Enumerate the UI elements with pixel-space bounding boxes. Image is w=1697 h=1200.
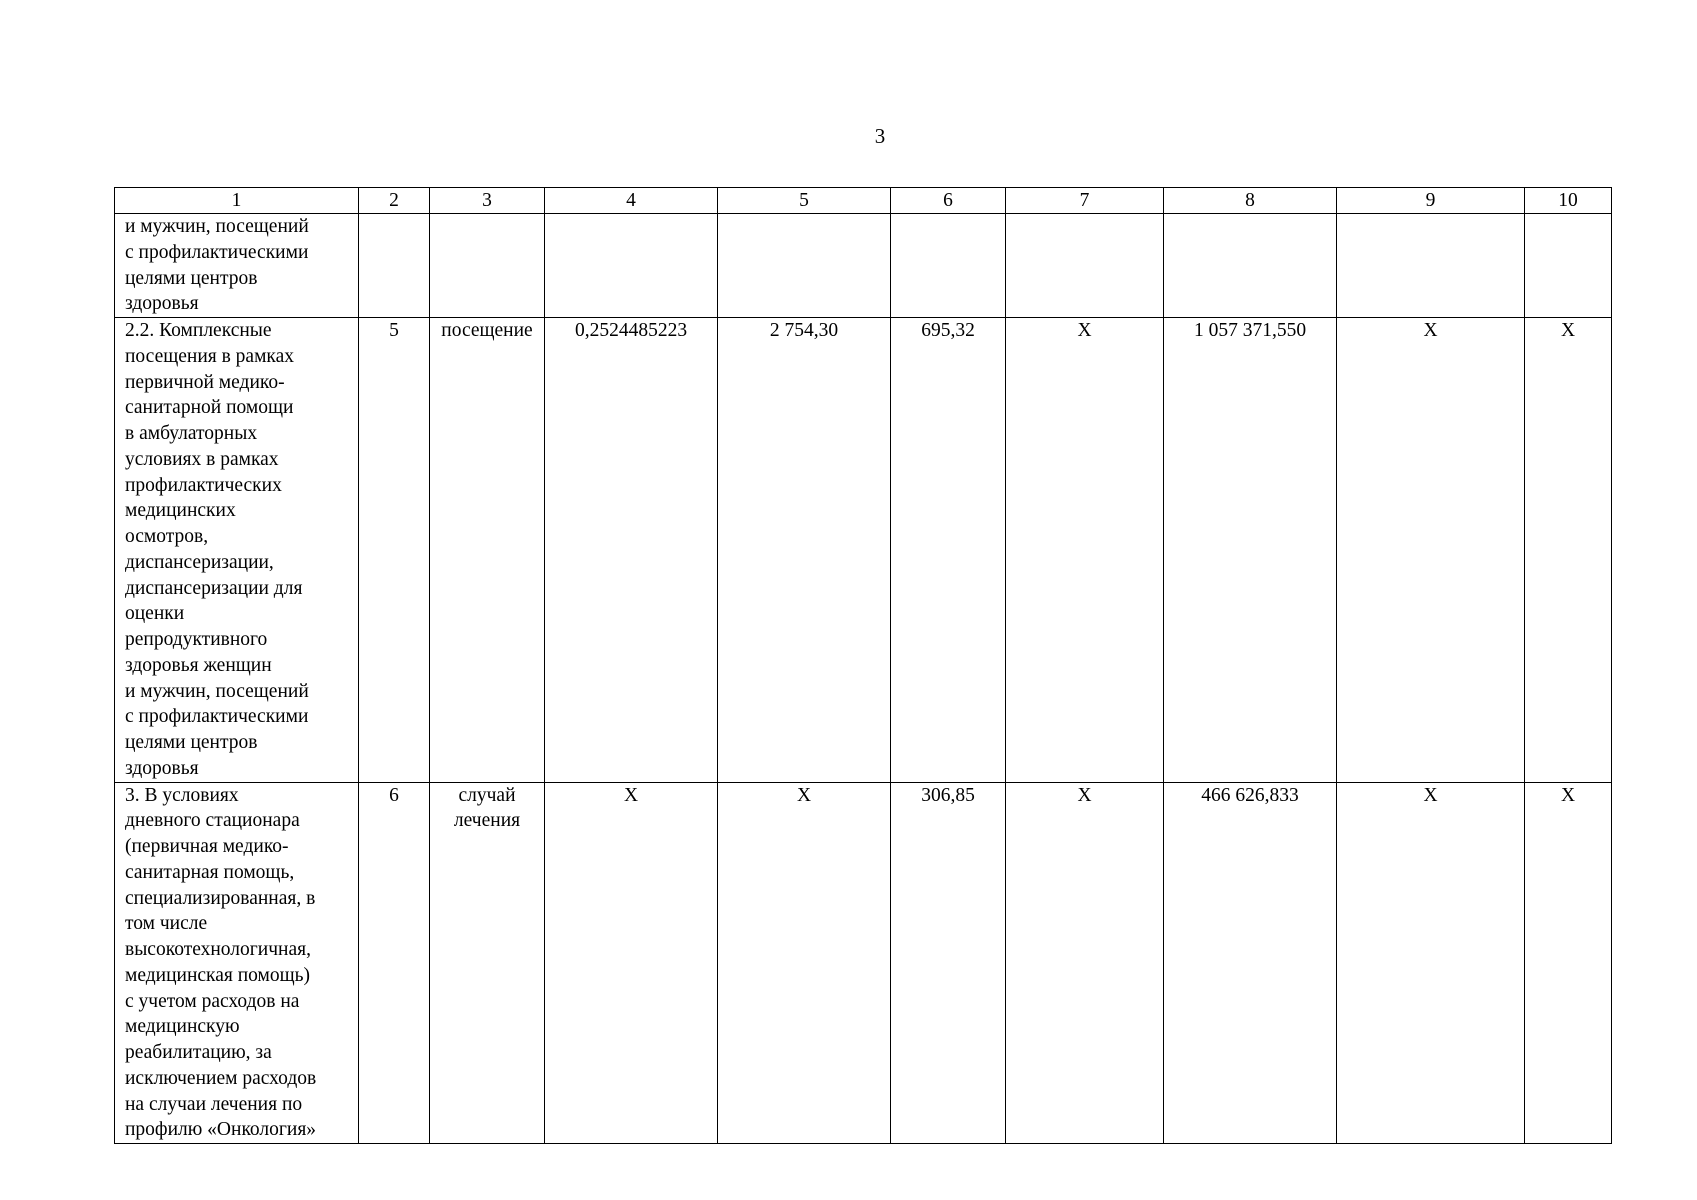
column-header-10: 10 — [1525, 188, 1612, 214]
row-line-number: 5 — [359, 318, 430, 783]
row-cell-5: 2 754,30 — [718, 318, 891, 783]
row-cell-4: Х — [545, 782, 718, 1144]
page-number: 3 — [874, 124, 886, 148]
column-header-9: 9 — [1337, 188, 1525, 214]
row-unit: случай лечения — [430, 782, 545, 1144]
row-cell-4: 0,2524485223 — [545, 318, 718, 783]
column-header-1: 1 — [115, 188, 359, 214]
row-unit: посещение — [430, 318, 545, 783]
row-cell-5: Х — [718, 782, 891, 1144]
row-cell-7 — [1006, 214, 1164, 318]
row-line-number — [359, 214, 430, 318]
row-cell-8 — [1164, 214, 1337, 318]
row-cell-8: 466 626,833 — [1164, 782, 1337, 1144]
row-cell-6 — [891, 214, 1006, 318]
row-cell-7: Х — [1006, 782, 1164, 1144]
column-header-2: 2 — [359, 188, 430, 214]
row-unit — [430, 214, 545, 318]
column-header-8: 8 — [1164, 188, 1337, 214]
header-row — [115, 188, 1612, 214]
row-description: 2.2. Комплексные посещения в рамках первичной медико- санитарной помощи в амбулаторных условиях в рамках профилактических медицинских осмотров, диспансеризации, диспансеризации для оценки репродуктивного здоровья женщин и мужчин, посещений с профилактическими целями центров здоровья — [115, 318, 359, 783]
row-cell-10: Х — [1525, 782, 1612, 1144]
column-header-5: 5 — [718, 188, 891, 214]
row-cell-7: Х — [1006, 318, 1164, 783]
table-row — [115, 214, 1612, 318]
column-header-3: 3 — [430, 188, 545, 214]
row-line-number: 6 — [359, 782, 430, 1144]
row-description: и мужчин, посещений с профилактическими целями центров здоровья — [115, 214, 359, 318]
column-header-6: 6 — [891, 188, 1006, 214]
row-cell-6: 695,32 — [891, 318, 1006, 783]
table-row — [115, 318, 1612, 783]
row-cell-10 — [1525, 214, 1612, 318]
row-cell-9: Х — [1337, 782, 1525, 1144]
row-cell-8: 1 057 371,550 — [1164, 318, 1337, 783]
row-cell-5 — [718, 214, 891, 318]
column-header-7: 7 — [1006, 188, 1164, 214]
row-cell-6: 306,85 — [891, 782, 1006, 1144]
row-cell-9 — [1337, 214, 1525, 318]
row-cell-4 — [545, 214, 718, 318]
row-cell-10: Х — [1525, 318, 1612, 783]
data-table — [114, 187, 1612, 1144]
row-cell-9: Х — [1337, 318, 1525, 783]
column-header-4: 4 — [545, 188, 718, 214]
row-description: 3. В условиях дневного стационара (первичная медико- санитарная помощь, специализированная, в том числе высокотехнологичная, медицинская помощь) с учетом расходов на медицинскую реабилитацию, за исключением расходов на случаи лечения по профилю «Онкология» — [115, 782, 359, 1144]
table-row — [115, 782, 1612, 1144]
